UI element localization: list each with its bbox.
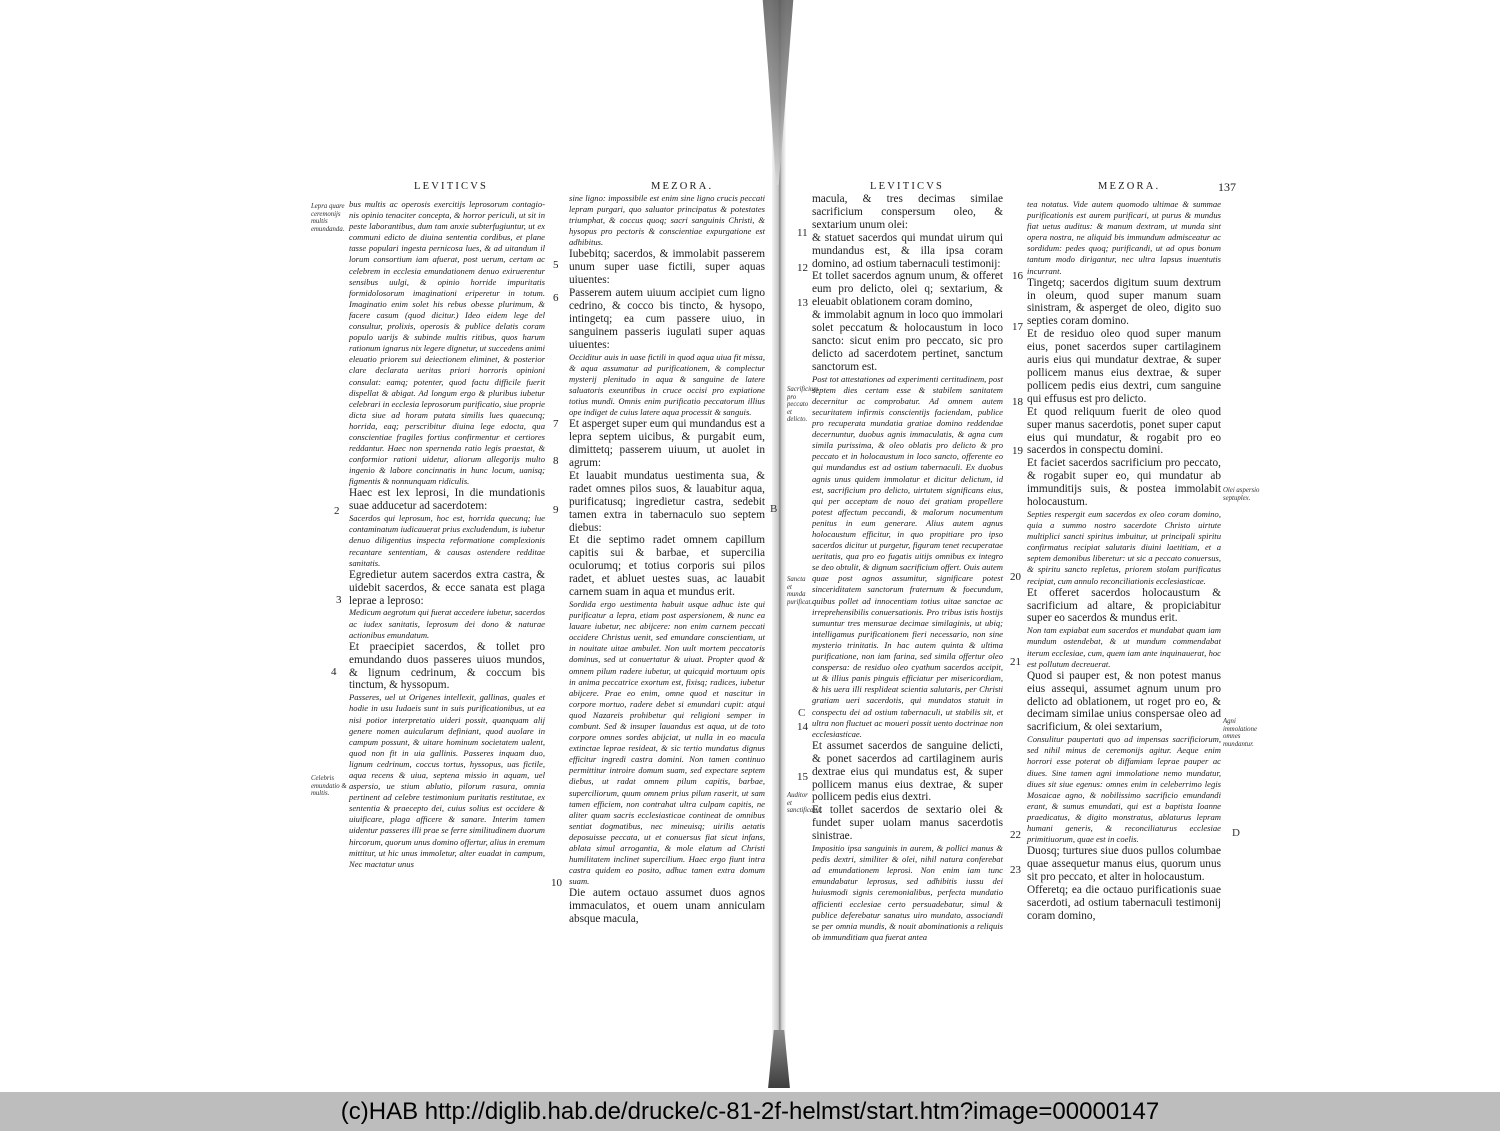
book-spine-top: [761, 0, 795, 185]
margin-note-auditor: Auditor et sanctificatur.: [787, 792, 823, 815]
scripture-paragraph: Et de residuo oleo quod super manum eius, ponet sacerdos super cartilaginem auris eius qui mundatur dextrae, & super pollicem manus eius dextrae, & super pollicem pedis eius dextri, cum sanguine qui effusus est pro delicto.: [1027, 328, 1221, 405]
text-column-4: [1027, 199, 1221, 922]
signature-mark-b: B: [770, 503, 778, 515]
scripture-paragraph: macula, & tres decimas similae sacrificium conspersum oleo, & sextarium unum olei:: [812, 193, 1003, 231]
verse-number: 9: [553, 504, 559, 516]
verse-number: 12: [797, 262, 808, 274]
scripture-paragraph: & statuet sacerdos qui mundat uirum qui mundandus est, & illa ipsa coram domino, ad ostium tabernaculi testimonij:: [812, 231, 1003, 270]
scripture-paragraph: Et praecipiet sacerdos, & tollet pro emundando duos passeres uiuos mundos, & lignum cedrinum, & coccum bis tinctum, & hyssopum.: [349, 640, 545, 692]
scripture-paragraph: Et die septimo radet omnem capillum capitis sui & barbae, et supercilia oculorumq; et totius corporis sui pilos radet, et abluet uestes suas, ac lauabit carnem suam in aqua et mundus erit.: [569, 534, 765, 599]
scripture-paragraph: Et faciet sacerdos sacrificium pro peccato, & rogabit super eo, qui mundatur ab immunditijs suis, & postea immolabit holocaustum.: [1027, 457, 1221, 509]
margin-note-sancta: Sancta et munda purificat.: [787, 576, 813, 606]
verse-number: 10: [551, 877, 562, 889]
margin-note-lepra: Lepra quare ceremonijs multis emundanda.: [311, 203, 345, 233]
commentary-paragraph: Medicum aegrotum qui fuerat accedere iubetur, sacerdos ac iudex sanitatis, leprosum dei dono & naturae actionibus emundatum.: [349, 607, 545, 640]
signature-mark-c: C: [798, 707, 806, 719]
commentary-paragraph: Passeres, uel ut Origenes intellexit, gallinas, quales et hodie in usu Iudaeis sunt in suis purificationibus, ut ea nisi potior interpretatio uideri possit, quanquam alij genere nomen auicularum definiant, quod auolare in campum possunt, & uitare hominum societatem ualent, quod non fit in uia gallinis. Passeres inquam duo, lignum cedrinum, coccus tortus, hyssopus, uas fictile, aqua recens & uiua, septena missio in aquam, uel aspersio, ue stium ablutio, pilorum rasura, omnia pertinent ad celebre testimonium puritatis restitutae, ex sententia & praecepto dei, cuius solius est occidere & uiuificare, plaga afficere & sanare. Interim tamen uidentur passeres illi prae se ferre similitudinem duorum hircorum, quorum unus domino offertur, alius in eremum mittitur, ut hic unus immoletur, alter euadat in campum, Nec mactatur unus: [349, 692, 545, 869]
commentary-paragraph: Impositio ipsa sanguinis in aurem, & pollici manus & pedis dextri, similiter & olei, nihil natura conferebat ad emundationem leprosi. Non enim iam tunc emundabatur leprosus, sed adhibitis iussu dei huiusmodi signis ceremonialibus, perfecta mundatio afficienti ecclesiae certo persuadebatur, simul & publice deferebatur sanatus uiro mundato, associandi se per omnia mundis, & nouit abominationis a reliquis ob immunditiam qua fuerat antea: [812, 843, 1003, 942]
commentary-paragraph: Septies respergit eum sacerdos ex oleo coram domino, quia a summo nostro sacerdote Christo uirtute multiplici sancti spiritus imbuitur, ut principali spiritu confirmatus recipiat salutaris diuini laetitiam, et a septem demonibus liberetur: ut sic a peccato conuersus, & spiritu sancto repletus, priorem stolam purificatus recipiat, cum annulo reconciliationis ecclesiasticae.: [1027, 508, 1221, 586]
margin-note-celebris: Celebris emundatio & multis.: [311, 775, 347, 798]
verse-number: 13: [797, 297, 808, 309]
commentary-paragraph: tea notatus. Vide autem quomodo ultimae & summae purificationis est aurem purificari, ut purus & mundus fiat uetus auditus: & manum dextram, ut munda sint opera nostra, ne aliquid bis immundum admisceatur ac sordidum: pedes quoq; purificandi, ut ad opus bonum tantum modo dirigantur, nec ultra lapsus inuentutis incurrant.: [1027, 199, 1221, 276]
verse-number: 3: [336, 594, 342, 606]
verse-number: 6: [553, 292, 559, 304]
commentary-paragraph: sine ligno: impossibile est enim sine ligno crucis peccati lepram purgari, quo saluator principatus & potestates triumphat, & coccus quoq; sacri sanguinis Christi, & hysopus pro pectoris & conscientiae expurgatione est adhibitus.: [569, 193, 765, 248]
scripture-paragraph: Et assumet sacerdos de sanguine delicti, & ponet sacerdos ad cartilaginem auris dextrae eius qui mundatus est, & super pollicem manus eius dextrae, & super pollicem pedis eius dextri.: [812, 739, 1003, 804]
scripture-paragraph: Passerem autem uiuum accipiet cum ligno cedrino, & cocco bis tincto, & hysopo, intingetq; ea cum passere uiuo, in sanguinem passeris iugulati super aquas uiuentes:: [569, 287, 765, 351]
scripture-paragraph: Quod si pauper est, & non potest manus eius assequi, assumet agnum unum pro delicto ad oblationem, ut roget pro eo, & decimam similae unius conspersae oleo ad sacrificium, & olei sextarium,: [1027, 669, 1221, 734]
text-column-2: [569, 193, 765, 926]
scripture-paragraph: Et offeret sacerdos holocaustum & sacrificium ad altare, & propiciabitur super eo sacerdos & mundus erit.: [1027, 586, 1221, 625]
verse-number: 19: [1012, 445, 1023, 457]
verse-number: 4: [331, 666, 337, 678]
margin-note-sacrificium: Sacrificium pro peccato et delicto.: [787, 386, 819, 424]
running-head-right-page-leviticus: LEVITICVS: [870, 181, 945, 192]
scripture-paragraph: Et tollet sacerdos de sextario olei & fundet super uolam manus sacerdotis sinistrae.: [812, 804, 1003, 843]
commentary-paragraph: Post tot attestationes ad experimenti certitudinem, post septem dies certam esse & stabilem sanitatem decernitur ac comprobatur. Ad omnem autem securitatem infirmis conscientijs faciendam, publice pro recuperata mundatia gratiae domino reddendae decernuntur, duobus agnis immaculatis, & agna cum simila purissima, & oleo oblatis pro delicto & pro peccato et in holocaustum in loco sancto, offerente eo qui mundandus est ad ostium tabernaculi. Ex duobus agnis unus quidem immolatur et dicitur delictum, id est, sacrificium pro delicto, uirtutem significans eius, qui per acceptam de nouo dei gratiam propellere potest affectum peccandi, & malorum nocumentum penitus in eum generare. Alius autem agnus holocaustum efficitur, in quo propitiare pro ipso sacerdos dicitur ut purgetur, figuram tenet recuperatae ueritatis, qua pro eo fugatis uitijs omnibus ex integro se deo obtulit, & dignum sacrificium offert. Ouis autem quae post agnos assumitur, significare potest sinceriditatem sanctorum fraternum & foecundum, quibus pollet ad innocentiam totius uitae sanctae ac irreprehensibilis conuersationis. Pro tribus istis hostijs sumuntur tres mensurae decimae similaginis, ut ubiq; intelligamus purificationem fieri necessario, non sine mysterio trinitatis. In hac autem quinta & ultima purificatione, non iam farina, sed simila offertur oleo conspersa: de residuo oleo cyathum sacerdos accipit, ut & illius panis pinguis efficiatur per misericordiam, & his uera illi resplideat scientia salutaris, per Christi gratiam ueri sacerdotis, qui mundatos statuit in conspectu dei ad ostium tabernaculi, ut stabilis sit, et ultra non fluctuet ac moueri possit uento doctrinae non ecclesiasticae.: [812, 373, 1003, 739]
footer-credit-bar: [0, 1092, 1500, 1131]
verse-number: 18: [1012, 396, 1023, 408]
verse-number: 21: [1010, 656, 1021, 668]
commentary-paragraph: Occiditur auis in uase fictili in quod aqua uiua fit missa, & aqua assumatur ad purificationem, & complectur mysterij plenitudo in aqua & sanguine de latere saluatoris exeuntibus in cruce occisi pro expiatione totius mundi. Omnis enim purificatio peccatorum illius ope indiget de cuius latere aqua processit & sanguis.: [569, 351, 765, 418]
verse-number: 22: [1010, 829, 1021, 841]
scripture-paragraph: Offeretq; ea die octauo purificationis suae sacerdoti, ad ostium tabernaculi testimonij coram domino,: [1027, 883, 1221, 922]
scripture-paragraph: Tingetq; sacerdos digitum suum dextrum in oleum, quod super manum suam sinistram, & asperget de oleo, digito suo septies coram domino.: [1027, 276, 1221, 328]
scripture-paragraph: Duosq; turtures siue duos pullos columbae quae assequetur manus eius, quorum unus sit pro peccato, et alter in holocaustum.: [1027, 845, 1221, 883]
verse-number: 11: [797, 227, 808, 239]
commentary-paragraph: Consulitur paupertati quo ad impensas sacrificiorum, sed nihil minus de ceremonijs agitur. Aeque enim horrori esse poterat ob diffamiam leprae pauper ac diues. Sine tamen agni immolatione nemo mundatur, diues sit siue egenus: omnes enim in celeberrimo legis Mosaicae agno, & nobilissimo sacrificio emundandi erant, & sumus emundati, qui est a baptista Ioanne praedicatus, & digito monstratus, ablaturus lepram humani generis, & reconciliaturus ecclesiae primitiuorum, quae est in coelis.: [1027, 734, 1221, 845]
signature-mark-d: D: [1232, 827, 1240, 839]
margin-note-olei: Olei aspersio septuplex.: [1223, 487, 1260, 502]
scripture-paragraph: Iubebitq; sacerdos, & immolabit passerem unum super uase fictili, super aquas uiuentes:: [569, 248, 765, 287]
scripture-paragraph: Et asperget super eum qui mundandus est a lepra septem uicibus, & purgabit eum, dimittetq; passerem uiuum, ut auolet in agrum:: [569, 418, 765, 469]
verse-number: 15: [797, 771, 808, 783]
commentary-paragraph: Sacerdos qui leprosum, hoc est, horrida quecunq; lue contaminatum iudicauerat prius excludendum, is iubetur denuo diligentius inspecta reformatione complexionis recantare sententiam, & causas ostendere redditae sanitatis.: [349, 513, 545, 568]
verse-number: 20: [1010, 571, 1021, 583]
verse-number: 5: [553, 259, 559, 271]
text-column-1: [349, 199, 545, 896]
verse-number: 8: [553, 455, 559, 467]
scripture-paragraph: Et tollet sacerdos agnum unum, & offeret eum pro delicto, olei q; sextarium, & eleuabit oblationem coram domino,: [812, 270, 1003, 309]
margin-note-agni: Agni immolatione omnes mundantur.: [1223, 718, 1257, 748]
folio-number: 137: [1218, 180, 1236, 194]
verse-number: 16: [1012, 270, 1023, 282]
scripture-paragraph: Et quod reliquum fuerit de oleo quod super manus sacerdotis, ponet super caput eius qui mundatur, & rogabit pro eo sacerdos in conspectu domini.: [1027, 405, 1221, 457]
verse-number: 23: [1010, 864, 1021, 876]
commentary-paragraph: Non tam expiabat eum sacerdos et mundabat quam iam mundum ostendebat, & ut mundum commendabat iterum ecclesiae, cum, quem iam ante inquinauerat, hoc est pollutum decreuerat.: [1027, 625, 1221, 669]
verse-number: 14: [797, 721, 808, 733]
scripture-paragraph: Egredietur autem sacerdos extra castra, & uidebit sacerdos, & ecce sanata est plaga leprae a leproso:: [349, 568, 545, 607]
verse-number: 17: [1012, 321, 1023, 333]
commentary-paragraph: bus multis ac operosis exercitijs leprosorum contagio-nis opinio tenaciter concepta, & horror periculi, ut sit in peste laborantibus, dum tam anxie subterfugiuntur, ut ex communi edicto de diuina sententia cordibus, et plane tasse populari ingesta pernicosa lues, & ad uitandum il lorum consortium iam afuerat, post uerum, certam ac celebrem in ecclesia emundationem denuo exiruerentur sensibus uulgi, & opinio horride impuritatis formidolosorum imaginationi eriperetur in totum. Imaginatio enim solet his rebus obesse plurimum, & facere casum (quod dicitur.) Ideo eidem lege del consultur, prolixis, operosis & publice delatis coram populo uarijs & subinde multis ritibus, quos harum rationum ignarus nix legere dignetur, ut succedens animi eleuatio priorem sui deiectionem eliminet, & posterior clare declarata ueritas priori horroris opinioni consulat: eamq; potenter, quod factu difficile fuerit dispellat & abigat. Ad longum ergo & pluribus iubetur celebrari in ecclesia leprosorum purificatio, siue proprie dicta siue ad horam putata similis lues quaecunq; horrida, eaq; perscribitur diuina lege edocta, qua conscientiae fragiles fortius confirmentur et certiores reddantur. Haec non spernenda ratio legis praestat, & conformior rationi uidetur, aliorum allegorijs multo ingenio & labore concinnatis in hunc locum, uanisq; figmentis & nonnunquam ridiculis.: [349, 199, 545, 487]
running-head-left-page-mezora: MEZORA.: [651, 181, 714, 192]
footer-credit-text: (c)HAB http://diglib.hab.de/drucke/c-81-2f-helmst/start.htm?image=00000147: [340, 1097, 1160, 1125]
running-head-right-page-mezora: MEZORA.: [1098, 181, 1161, 192]
running-head-left-page-leviticus: LEVITICVS: [414, 181, 489, 192]
scripture-paragraph: Haec est lex leprosi, In die mundationis suae adducetur ad sacerdotem:: [349, 487, 545, 513]
commentary-paragraph: Sordida ergo uestimenta habuit usque adhuc iste qui purificatur a lepra, etiam post aspersionem, & nunc ea lauare iubetur, nec abijcere: non enim carnem peccati occidere Christus uenit, sed emundare conscientiam, ut in nouitate uitae ambulet. Non uult mortem peccatoris dominus, sed ut conuertatur & uiuat. Propter quod & omnem pilum radere iubetur, ut quicquid mortuum opis in anima peccatrice exortum est, fixisq; radices, iubetur abijcere. Prae eo enim, omne quod et nascitur in corpore mortuo, radere debet si emundari cupit: atqui quod Nazareis prohibetur qui religioni semper in combunt. Sed & insuper lauandus est aqua, ut de toto corpore omnes sordes abijciat, ut nulla in eo macula extinctae leprae resideat, & sic tertio mundatus dignus efficitur ingredi castra domini. Non tamen continuo permittitur introire domum suam, sed expectare septem diebus, ut radat omnem pilum capitis, barbae, superciliorum, quum omnem prius pilum raserit, ut sam tamen efficiem, non contrahat ultra culpam capitis, ne aliter quam sacris ecclesiasticae contineat de omnibus sentiat dogmatibus, nec mineuisq; uirilis aetatis deposuisse peccata, ut et conuersus fiat sicut infans, ablata simul arrogantia, & mole elatum ad Christi humilitatem inclinet supercilium. Haec ergo fiunt intra castra quidem eo posito, adhuc tamen extra domum suam.: [569, 598, 765, 887]
scripture-paragraph: Die autem octauo assumet duos agnos immaculatos, et ouem unam anniculam absque macula,: [569, 887, 765, 926]
verse-number: 2: [334, 505, 340, 517]
verse-number: 7: [553, 418, 559, 430]
text-column-3: [812, 193, 1003, 942]
scripture-paragraph: Et lauabit mundatus uestimenta sua, & radet omnes pilos suos, & lauabitur aqua, purificatusq; ingredietur castra, sedebit tamen extra in tabernaculo suo septem diebus:: [569, 469, 765, 534]
scripture-paragraph: & immolabit agnum in loco quo immolari solet peccatum & holocaustum in loco sancto: sicut enim pro peccato, sic pro delicto ad sacerdotem pertinet, sanctum sanctorum est.: [812, 309, 1003, 373]
book-spine-bottom: [766, 1030, 792, 1088]
